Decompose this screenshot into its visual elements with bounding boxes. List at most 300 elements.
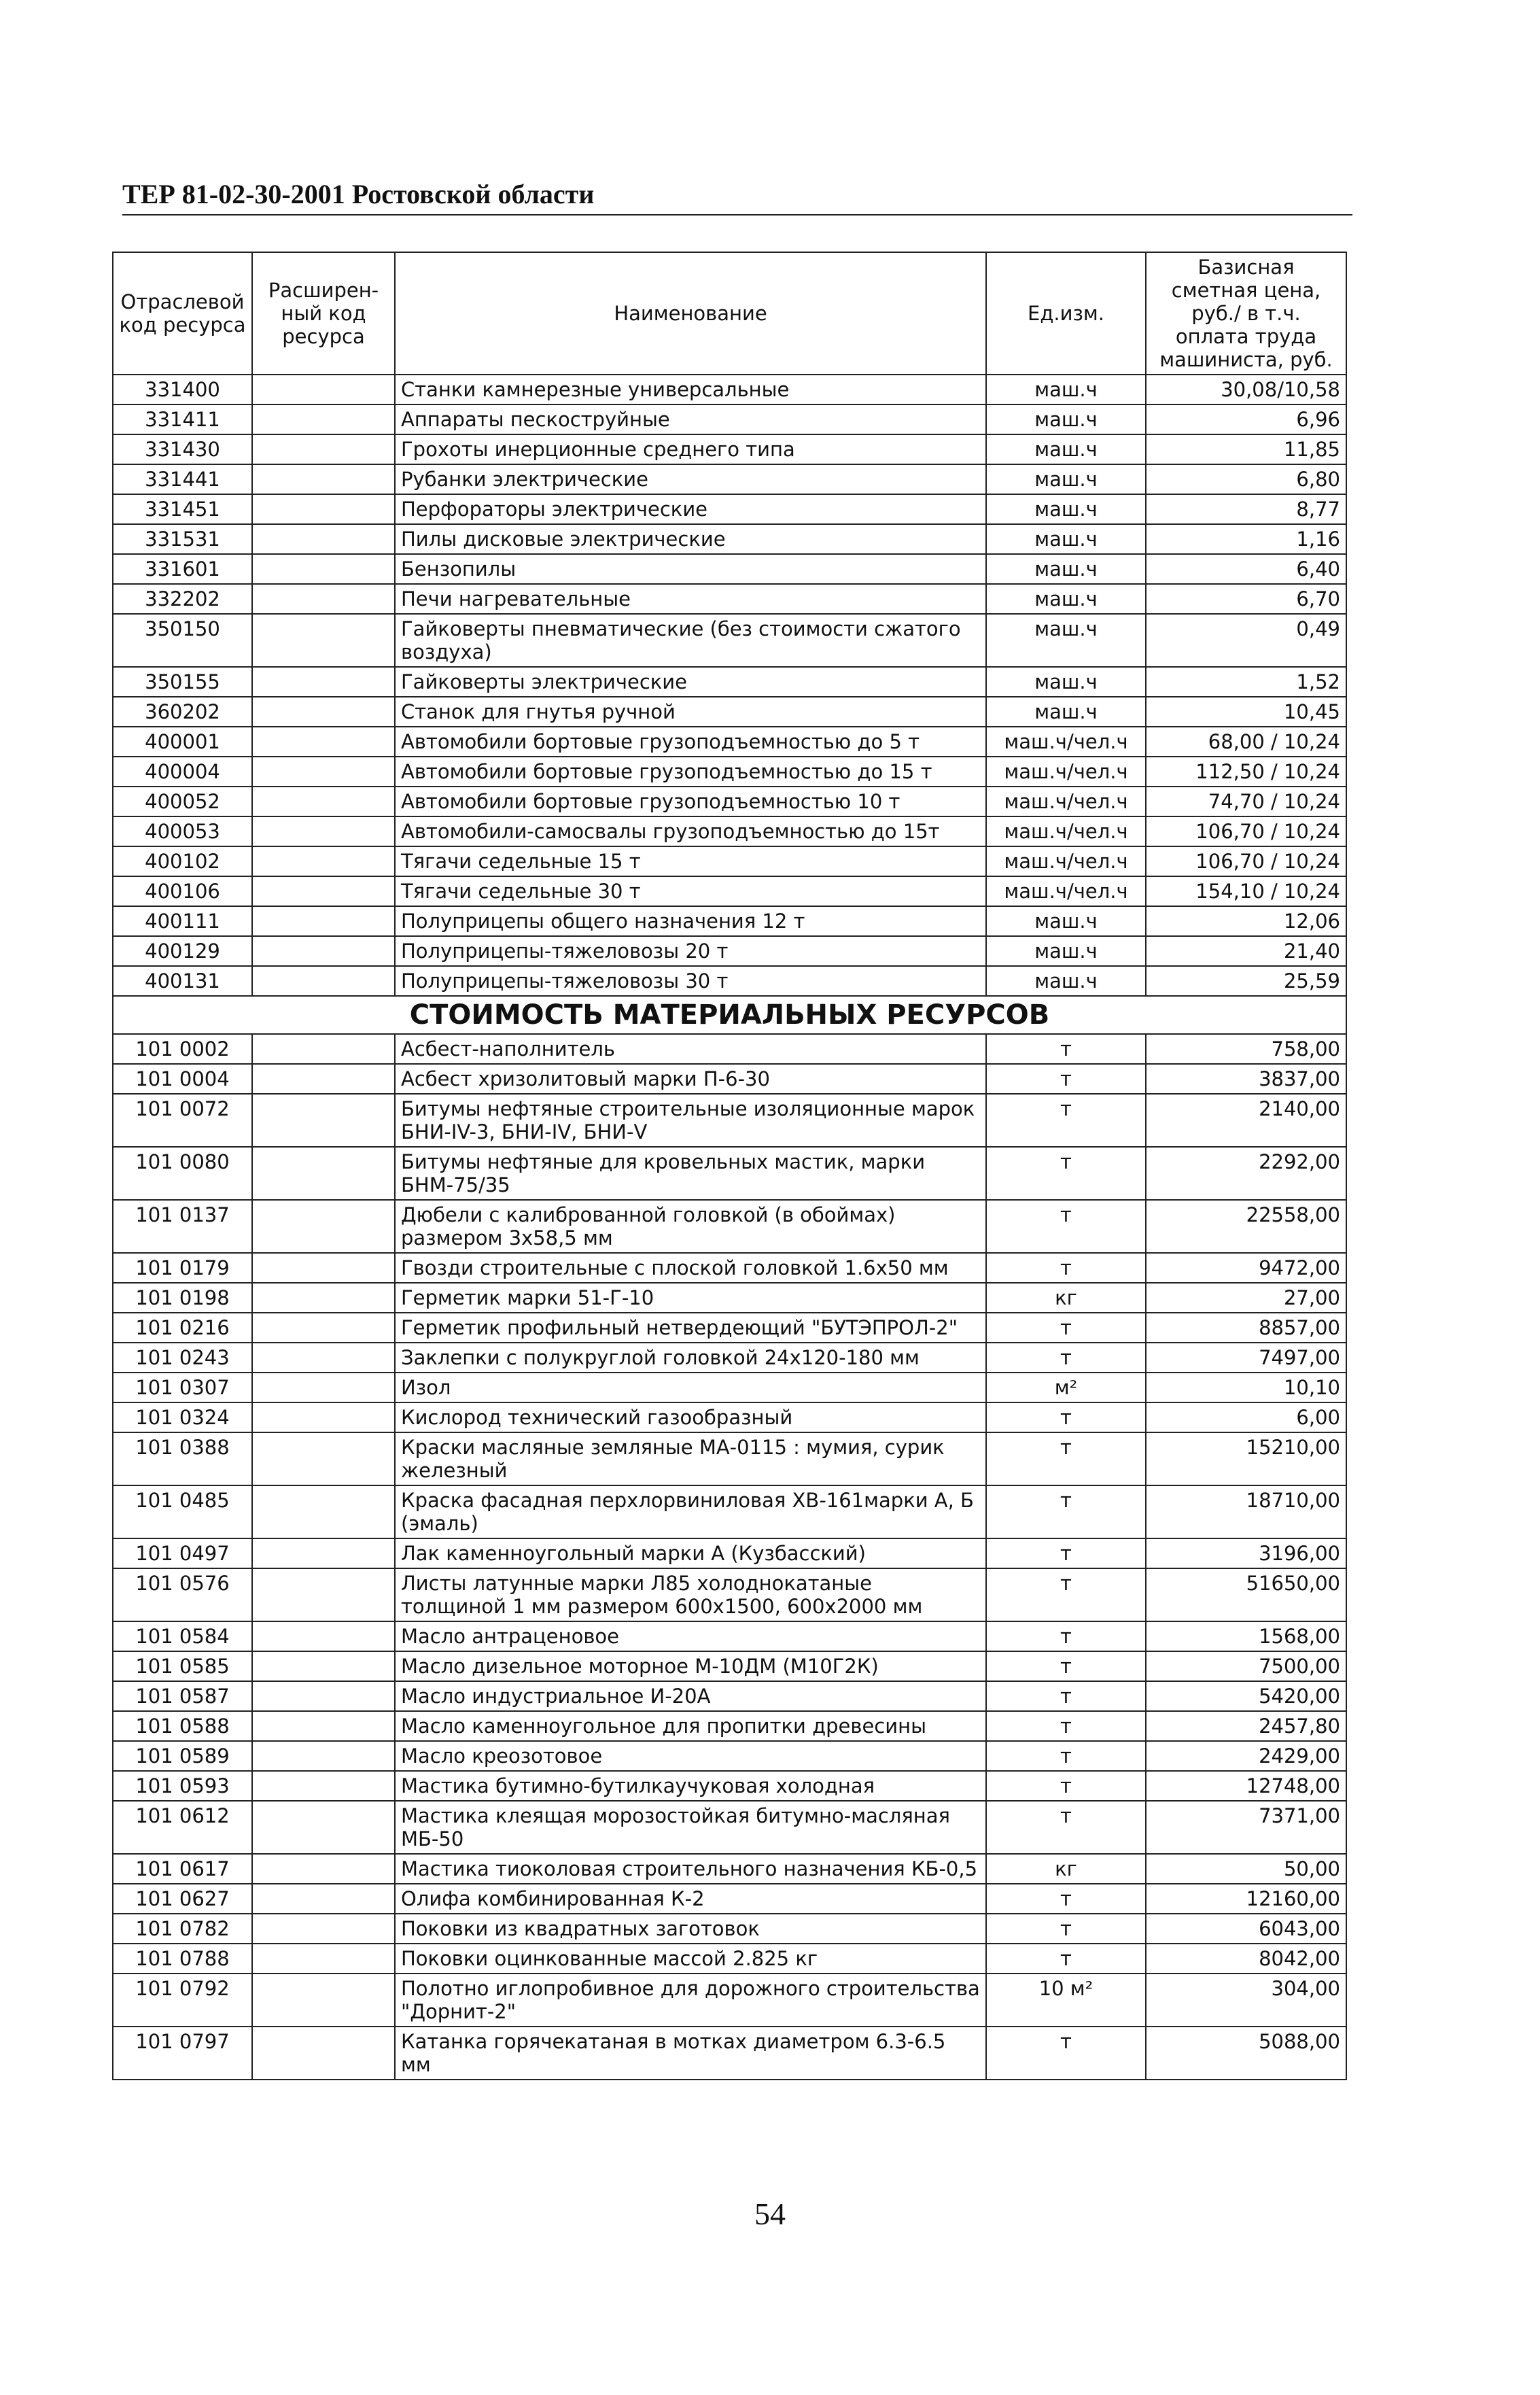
cell-price: 3196,00 bbox=[1146, 1538, 1346, 1568]
table-row bbox=[113, 1343, 1346, 1373]
cell-unit: т bbox=[986, 1944, 1146, 1974]
cell-price: 51650,00 bbox=[1146, 1568, 1346, 1621]
page-number: 54 bbox=[754, 2196, 786, 2231]
cell-price: 154,10 / 10,24 bbox=[1146, 876, 1346, 906]
cell-ext-code bbox=[252, 1034, 395, 1064]
cell-code: 101 0585 bbox=[113, 1651, 252, 1681]
cell-name: Краски масляные земляные МА-0115 : мумия, сурик железный bbox=[395, 1432, 986, 1485]
cell-name: Грохоты инерционные среднего типа bbox=[395, 434, 986, 464]
cell-ext-code bbox=[252, 1200, 395, 1253]
cell-code: 360202 bbox=[113, 697, 252, 727]
cell-ext-code bbox=[252, 1402, 395, 1432]
resource-table bbox=[112, 252, 1347, 2080]
cell-ext-code bbox=[252, 787, 395, 816]
materials-body bbox=[113, 1034, 1346, 2080]
cell-code: 101 0198 bbox=[113, 1283, 252, 1313]
table-row bbox=[113, 1253, 1346, 1283]
cell-name: Автомобили бортовые грузоподъемностью до 15 т bbox=[395, 757, 986, 787]
cell-ext-code bbox=[252, 1854, 395, 1884]
cell-unit: маш.ч bbox=[986, 524, 1146, 554]
cell-code: 400052 bbox=[113, 787, 252, 816]
cell-name: Лак каменноугольный марки А (Кузбасский) bbox=[395, 1538, 986, 1568]
table-row bbox=[113, 846, 1346, 876]
table-row bbox=[113, 876, 1346, 906]
cell-code: 101 0072 bbox=[113, 1094, 252, 1147]
cell-name: Полуприцепы-тяжеловозы 30 т bbox=[395, 966, 986, 996]
table-row bbox=[113, 1944, 1346, 1974]
cell-code: 101 0497 bbox=[113, 1538, 252, 1568]
cell-unit: т bbox=[986, 1568, 1146, 1621]
table-row bbox=[113, 1914, 1346, 1944]
cell-price: 6043,00 bbox=[1146, 1914, 1346, 1944]
cell-price: 30,08/10,58 bbox=[1146, 375, 1346, 404]
cell-code: 350155 bbox=[113, 667, 252, 697]
cell-code: 101 0782 bbox=[113, 1914, 252, 1944]
cell-unit: т bbox=[986, 1253, 1146, 1283]
cell-name: Станок для гнутья ручной bbox=[395, 697, 986, 727]
cell-price: 10,10 bbox=[1146, 1373, 1346, 1402]
cell-code: 101 0004 bbox=[113, 1064, 252, 1094]
cell-ext-code bbox=[252, 464, 395, 494]
cell-ext-code bbox=[252, 757, 395, 787]
cell-name: Герметик профильный нетвердеющий "БУТЭПРОЛ-2" bbox=[395, 1313, 986, 1343]
cell-unit: маш.ч bbox=[986, 667, 1146, 697]
cell-name: Перфораторы электрические bbox=[395, 494, 986, 524]
cell-ext-code bbox=[252, 1681, 395, 1711]
table-row bbox=[113, 1200, 1346, 1253]
table-row bbox=[113, 816, 1346, 846]
cell-unit: т bbox=[986, 1538, 1146, 1568]
cell-ext-code bbox=[252, 1884, 395, 1914]
machines-body bbox=[113, 375, 1346, 996]
cell-name: Печи нагревательные bbox=[395, 584, 986, 614]
cell-price: 2429,00 bbox=[1146, 1741, 1346, 1771]
table-row bbox=[113, 1147, 1346, 1200]
cell-ext-code bbox=[252, 1801, 395, 1854]
cell-unit: маш.ч bbox=[986, 936, 1146, 966]
cell-price: 3837,00 bbox=[1146, 1064, 1346, 1094]
table-row bbox=[113, 1283, 1346, 1313]
col-code-header: Отраслевой код ресурса bbox=[113, 252, 252, 375]
cell-ext-code bbox=[252, 1313, 395, 1343]
cell-name: Заклепки с полукруглой головкой 24x120-180 мм bbox=[395, 1343, 986, 1373]
cell-unit: маш.ч/чел.ч bbox=[986, 787, 1146, 816]
cell-name: Катанка горячекатаная в мотках диаметром 6.3-6.5 мм bbox=[395, 2027, 986, 2080]
cell-ext-code bbox=[252, 1538, 395, 1568]
cell-price: 22558,00 bbox=[1146, 1200, 1346, 1253]
cell-ext-code bbox=[252, 727, 395, 757]
cell-code: 332202 bbox=[113, 584, 252, 614]
cell-name: Гвозди строительные с плоской головкой 1.6x50 мм bbox=[395, 1253, 986, 1283]
table-row bbox=[113, 1711, 1346, 1741]
cell-ext-code bbox=[252, 697, 395, 727]
cell-code: 331430 bbox=[113, 434, 252, 464]
cell-code: 101 0576 bbox=[113, 1568, 252, 1621]
col-ext-code-header: Расширен-ный код ресурса bbox=[252, 252, 395, 375]
cell-price: 15210,00 bbox=[1146, 1432, 1346, 1485]
cell-code: 101 0792 bbox=[113, 1974, 252, 2027]
cell-code: 101 0307 bbox=[113, 1373, 252, 1402]
cell-code: 101 0797 bbox=[113, 2027, 252, 2080]
cell-name: Листы латунные марки Л85 холоднокатаные толщиной 1 мм размером 600x1500, 600x2000 мм bbox=[395, 1568, 986, 1621]
cell-unit: маш.ч/чел.ч bbox=[986, 757, 1146, 787]
cell-name: Поковки оцинкованные массой 2.825 кг bbox=[395, 1944, 986, 1974]
cell-name: Поковки из квадратных заготовок bbox=[395, 1914, 986, 1944]
cell-ext-code bbox=[252, 1651, 395, 1681]
col-name-header: Наименование bbox=[395, 252, 986, 375]
cell-code: 101 0617 bbox=[113, 1854, 252, 1884]
cell-unit: т bbox=[986, 1771, 1146, 1801]
cell-price: 9472,00 bbox=[1146, 1253, 1346, 1283]
cell-price: 12,06 bbox=[1146, 906, 1346, 936]
table-row bbox=[113, 1373, 1346, 1402]
table-row bbox=[113, 494, 1346, 524]
cell-price: 27,00 bbox=[1146, 1283, 1346, 1313]
table-row bbox=[113, 1034, 1346, 1064]
cell-name: Полуприцепы-тяжеловозы 20 т bbox=[395, 936, 986, 966]
cell-name: Масло антраценовое bbox=[395, 1621, 986, 1651]
cell-unit: т bbox=[986, 1914, 1146, 1944]
cell-code: 101 0788 bbox=[113, 1944, 252, 1974]
cell-unit: маш.ч/чел.ч bbox=[986, 876, 1146, 906]
cell-price: 2292,00 bbox=[1146, 1147, 1346, 1200]
cell-name: Тягачи седельные 30 т bbox=[395, 876, 986, 906]
cell-unit: маш.ч bbox=[986, 554, 1146, 584]
cell-price: 106,70 / 10,24 bbox=[1146, 846, 1346, 876]
cell-code: 101 0324 bbox=[113, 1402, 252, 1432]
cell-price: 11,85 bbox=[1146, 434, 1346, 464]
cell-ext-code bbox=[252, 1711, 395, 1741]
cell-name: Станки камнерезные универсальные bbox=[395, 375, 986, 404]
cell-name: Масло индустриальное И-20А bbox=[395, 1681, 986, 1711]
cell-unit: 10 м² bbox=[986, 1974, 1146, 2027]
cell-ext-code bbox=[252, 434, 395, 464]
cell-unit: т bbox=[986, 1402, 1146, 1432]
cell-code: 101 0388 bbox=[113, 1432, 252, 1485]
cell-unit: т bbox=[986, 1801, 1146, 1854]
table-row bbox=[113, 1064, 1346, 1094]
table-row bbox=[113, 966, 1346, 996]
cell-ext-code bbox=[252, 1064, 395, 1094]
cell-unit: т bbox=[986, 1094, 1146, 1147]
cell-ext-code bbox=[252, 1147, 395, 1200]
cell-name: Олифа комбинированная К-2 bbox=[395, 1884, 986, 1914]
cell-ext-code bbox=[252, 554, 395, 584]
cell-ext-code bbox=[252, 876, 395, 906]
cell-ext-code bbox=[252, 494, 395, 524]
table-row bbox=[113, 1402, 1346, 1432]
cell-unit: т bbox=[986, 1741, 1146, 1771]
table-row bbox=[113, 906, 1346, 936]
cell-ext-code bbox=[252, 404, 395, 434]
cell-code: 101 0584 bbox=[113, 1621, 252, 1651]
section-title: СТОИМОСТЬ МАТЕРИАЛЬНЫХ РЕСУРСОВ bbox=[113, 996, 1346, 1034]
cell-unit: т bbox=[986, 1200, 1146, 1253]
cell-price: 0,49 bbox=[1146, 614, 1346, 667]
cell-price: 7497,00 bbox=[1146, 1343, 1346, 1373]
cell-price: 12748,00 bbox=[1146, 1771, 1346, 1801]
cell-price: 112,50 / 10,24 bbox=[1146, 757, 1346, 787]
cell-code: 331400 bbox=[113, 375, 252, 404]
cell-unit: маш.ч bbox=[986, 906, 1146, 936]
cell-ext-code bbox=[252, 1914, 395, 1944]
cell-price: 7371,00 bbox=[1146, 1801, 1346, 1854]
table-row bbox=[113, 936, 1346, 966]
cell-name: Полуприцепы общего назначения 12 т bbox=[395, 906, 986, 936]
cell-name: Автомобили бортовые грузоподъемностью 10 т bbox=[395, 787, 986, 816]
cell-code: 101 0587 bbox=[113, 1681, 252, 1711]
cell-code: 101 0080 bbox=[113, 1147, 252, 1200]
cell-unit: т bbox=[986, 1432, 1146, 1485]
cell-unit: т bbox=[986, 1884, 1146, 1914]
cell-code: 331441 bbox=[113, 464, 252, 494]
section-body bbox=[113, 996, 1346, 1034]
table-row bbox=[113, 614, 1346, 667]
cell-price: 304,00 bbox=[1146, 1974, 1346, 2027]
table-row bbox=[113, 375, 1346, 404]
cell-name: Бензопилы bbox=[395, 554, 986, 584]
cell-code: 350150 bbox=[113, 614, 252, 667]
cell-unit: маш.ч bbox=[986, 434, 1146, 464]
cell-unit: т bbox=[986, 1064, 1146, 1094]
cell-name: Мастика клеящая морозостойкая битумно-масляная МБ-50 bbox=[395, 1801, 986, 1854]
cell-ext-code bbox=[252, 936, 395, 966]
table-row bbox=[113, 524, 1346, 554]
cell-code: 331451 bbox=[113, 494, 252, 524]
table-row bbox=[113, 1854, 1346, 1884]
cell-unit: т bbox=[986, 1485, 1146, 1538]
cell-name: Масло каменноугольное для пропитки древесины bbox=[395, 1711, 986, 1741]
table-row bbox=[113, 787, 1346, 816]
cell-price: 2140,00 bbox=[1146, 1094, 1346, 1147]
table-row bbox=[113, 434, 1346, 464]
table-row bbox=[113, 404, 1346, 434]
cell-ext-code bbox=[252, 375, 395, 404]
cell-unit: маш.ч bbox=[986, 494, 1146, 524]
cell-code: 101 0588 bbox=[113, 1711, 252, 1741]
cell-unit: маш.ч bbox=[986, 614, 1146, 667]
page-header: ТЕР 81-02-30-2001 Ростовской области bbox=[122, 178, 1352, 216]
table-row bbox=[113, 584, 1346, 614]
cell-code: 101 0589 bbox=[113, 1741, 252, 1771]
cell-code: 400106 bbox=[113, 876, 252, 906]
cell-name: Гайковерты пневматические (без стоимости сжатого воздуха) bbox=[395, 614, 986, 667]
cell-name: Асбест хризолитовый марки П-6-30 bbox=[395, 1064, 986, 1094]
cell-unit: маш.ч bbox=[986, 375, 1146, 404]
cell-name: Мастика бутимно-бутилкаучуковая холодная bbox=[395, 1771, 986, 1801]
cell-unit: маш.ч/чел.ч bbox=[986, 727, 1146, 757]
cell-name: Тягачи седельные 15 т bbox=[395, 846, 986, 876]
cell-ext-code bbox=[252, 1621, 395, 1651]
cell-ext-code bbox=[252, 1283, 395, 1313]
cell-unit: маш.ч/чел.ч bbox=[986, 846, 1146, 876]
cell-code: 101 0593 bbox=[113, 1771, 252, 1801]
cell-price: 8042,00 bbox=[1146, 1944, 1346, 1974]
cell-ext-code bbox=[252, 906, 395, 936]
cell-ext-code bbox=[252, 584, 395, 614]
cell-name: Битумы нефтяные для кровельных мастик, марки БНМ-75/35 bbox=[395, 1147, 986, 1200]
cell-ext-code bbox=[252, 846, 395, 876]
cell-code: 400001 bbox=[113, 727, 252, 757]
table-row bbox=[113, 1884, 1346, 1914]
col-price-header: Базисная сметная цена, руб./ в т.ч. оплата труда машиниста, руб. bbox=[1146, 252, 1346, 375]
cell-ext-code bbox=[252, 614, 395, 667]
cell-unit: маш.ч/чел.ч bbox=[986, 816, 1146, 846]
cell-code: 101 0137 bbox=[113, 1200, 252, 1253]
cell-price: 74,70 / 10,24 bbox=[1146, 787, 1346, 816]
cell-unit: т bbox=[986, 1651, 1146, 1681]
table-row bbox=[113, 1651, 1346, 1681]
cell-price: 25,59 bbox=[1146, 966, 1346, 996]
cell-ext-code bbox=[252, 1485, 395, 1538]
table-row bbox=[113, 464, 1346, 494]
cell-name: Полотно иглопробивное для дорожного строительства "Дорнит-2" bbox=[395, 1974, 986, 2027]
cell-name: Мастика тиоколовая строительного назначения КБ-0,5 bbox=[395, 1854, 986, 1884]
cell-price: 12160,00 bbox=[1146, 1884, 1346, 1914]
cell-ext-code bbox=[252, 1974, 395, 2027]
table-row bbox=[113, 1568, 1346, 1621]
table-row bbox=[113, 554, 1346, 584]
cell-name: Аппараты пескоструйные bbox=[395, 404, 986, 434]
cell-ext-code bbox=[252, 1771, 395, 1801]
cell-price: 8857,00 bbox=[1146, 1313, 1346, 1343]
cell-name: Дюбели с калиброванной головкой (в обоймах) размером 3x58,5 мм bbox=[395, 1200, 986, 1253]
cell-name: Масло креозотовое bbox=[395, 1741, 986, 1771]
cell-price: 1568,00 bbox=[1146, 1621, 1346, 1651]
cell-price: 7500,00 bbox=[1146, 1651, 1346, 1681]
cell-unit: маш.ч bbox=[986, 584, 1146, 614]
cell-code: 331531 bbox=[113, 524, 252, 554]
cell-code: 101 0627 bbox=[113, 1884, 252, 1914]
cell-ext-code bbox=[252, 524, 395, 554]
cell-code: 400102 bbox=[113, 846, 252, 876]
cell-ext-code bbox=[252, 667, 395, 697]
cell-code: 101 0179 bbox=[113, 1253, 252, 1283]
cell-name: Масло дизельное моторное М-10ДМ (М10Г2К) bbox=[395, 1651, 986, 1681]
cell-unit: кг bbox=[986, 1283, 1146, 1313]
table-row bbox=[113, 1621, 1346, 1651]
cell-code: 400129 bbox=[113, 936, 252, 966]
cell-price: 1,52 bbox=[1146, 667, 1346, 697]
table-row bbox=[113, 727, 1346, 757]
table-row bbox=[113, 1485, 1346, 1538]
cell-price: 5420,00 bbox=[1146, 1681, 1346, 1711]
cell-ext-code bbox=[252, 816, 395, 846]
cell-ext-code bbox=[252, 1343, 395, 1373]
table-row bbox=[113, 667, 1346, 697]
cell-ext-code bbox=[252, 1741, 395, 1771]
cell-code: 331601 bbox=[113, 554, 252, 584]
section-row bbox=[113, 996, 1346, 1034]
cell-ext-code bbox=[252, 1373, 395, 1402]
cell-ext-code bbox=[252, 966, 395, 996]
cell-price: 758,00 bbox=[1146, 1034, 1346, 1064]
cell-ext-code bbox=[252, 1094, 395, 1147]
cell-price: 50,00 bbox=[1146, 1854, 1346, 1884]
cell-unit: маш.ч bbox=[986, 404, 1146, 434]
cell-price: 21,40 bbox=[1146, 936, 1346, 966]
cell-unit: т bbox=[986, 1034, 1146, 1064]
cell-ext-code bbox=[252, 1568, 395, 1621]
cell-code: 400111 bbox=[113, 906, 252, 936]
table-row bbox=[113, 1801, 1346, 1854]
cell-name: Автомобили бортовые грузоподъемностью до 5 т bbox=[395, 727, 986, 757]
table-row bbox=[113, 1094, 1346, 1147]
cell-name: Пилы дисковые электрические bbox=[395, 524, 986, 554]
table-row bbox=[113, 1974, 1346, 2027]
cell-unit: т bbox=[986, 1313, 1146, 1343]
cell-code: 400004 bbox=[113, 757, 252, 787]
cell-price: 6,40 bbox=[1146, 554, 1346, 584]
cell-price: 6,00 bbox=[1146, 1402, 1346, 1432]
cell-price: 1,16 bbox=[1146, 524, 1346, 554]
cell-name: Краска фасадная перхлорвиниловая ХВ-161марки А, Б (эмаль) bbox=[395, 1485, 986, 1538]
cell-code: 101 0612 bbox=[113, 1801, 252, 1854]
col-unit-header: Ед.изм. bbox=[986, 252, 1146, 375]
cell-unit: т bbox=[986, 1621, 1146, 1651]
cell-name: Кислород технический газообразный bbox=[395, 1402, 986, 1432]
cell-name: Битумы нефтяные строительные изоляционные марок БНИ-IV-3, БНИ-IV, БНИ-V bbox=[395, 1094, 986, 1147]
cell-ext-code bbox=[252, 1253, 395, 1283]
cell-name: Автомобили-самосвалы грузоподъемностью до 15т bbox=[395, 816, 986, 846]
cell-unit: маш.ч bbox=[986, 697, 1146, 727]
cell-price: 106,70 / 10,24 bbox=[1146, 816, 1346, 846]
cell-price: 10,45 bbox=[1146, 697, 1346, 727]
header-row bbox=[113, 252, 1346, 375]
cell-unit: т bbox=[986, 2027, 1146, 2080]
cell-code: 101 0002 bbox=[113, 1034, 252, 1064]
cell-price: 5088,00 bbox=[1146, 2027, 1346, 2080]
cell-unit: т bbox=[986, 1343, 1146, 1373]
cell-unit: т bbox=[986, 1147, 1146, 1200]
cell-price: 6,96 bbox=[1146, 404, 1346, 434]
cell-name: Герметик марки 51-Г-10 bbox=[395, 1283, 986, 1313]
cell-unit: т bbox=[986, 1711, 1146, 1741]
table-row bbox=[113, 2027, 1346, 2080]
cell-ext-code bbox=[252, 1432, 395, 1485]
cell-price: 6,70 bbox=[1146, 584, 1346, 614]
cell-ext-code bbox=[252, 1944, 395, 1974]
cell-price: 68,00 / 10,24 bbox=[1146, 727, 1346, 757]
cell-name: Асбест-наполнитель bbox=[395, 1034, 986, 1064]
cell-unit: кг bbox=[986, 1854, 1146, 1884]
table-row bbox=[113, 1741, 1346, 1771]
cell-unit: м² bbox=[986, 1373, 1146, 1402]
cell-unit: т bbox=[986, 1681, 1146, 1711]
cell-ext-code bbox=[252, 2027, 395, 2080]
cell-code: 101 0216 bbox=[113, 1313, 252, 1343]
table-row bbox=[113, 1681, 1346, 1711]
cell-name: Изол bbox=[395, 1373, 986, 1402]
cell-price: 2457,80 bbox=[1146, 1711, 1346, 1741]
cell-code: 331411 bbox=[113, 404, 252, 434]
cell-code: 101 0243 bbox=[113, 1343, 252, 1373]
cell-code: 400131 bbox=[113, 966, 252, 996]
cell-code: 101 0485 bbox=[113, 1485, 252, 1538]
cell-unit: маш.ч bbox=[986, 966, 1146, 996]
table-row bbox=[113, 697, 1346, 727]
table-row bbox=[113, 1538, 1346, 1568]
cell-code: 400053 bbox=[113, 816, 252, 846]
cell-price: 8,77 bbox=[1146, 494, 1346, 524]
cell-price: 18710,00 bbox=[1146, 1485, 1346, 1538]
table-row bbox=[113, 1313, 1346, 1343]
cell-unit: маш.ч bbox=[986, 464, 1146, 494]
cell-price: 6,80 bbox=[1146, 464, 1346, 494]
table-row bbox=[113, 757, 1346, 787]
table-row bbox=[113, 1432, 1346, 1485]
table-row bbox=[113, 1771, 1346, 1801]
